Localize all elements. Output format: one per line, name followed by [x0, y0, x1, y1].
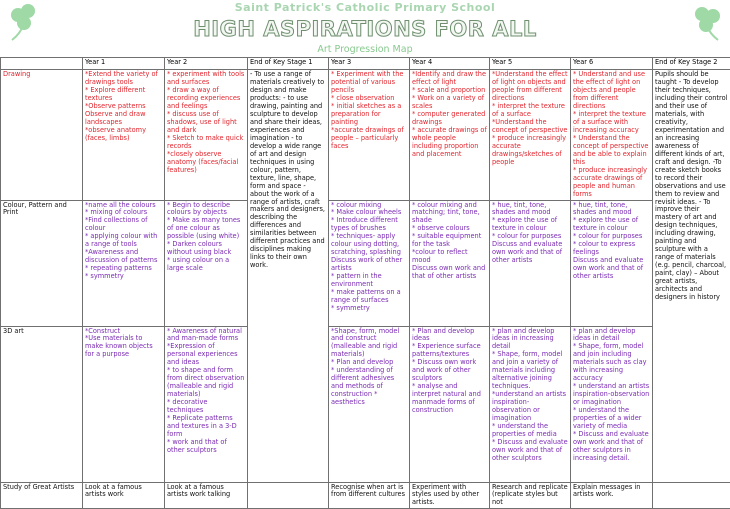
table-cell: * Plan and develop ideas * Experience surface patterns/textures * Discuss own work and work of other sculptors * analyse and interpret natural and manmade forms of construction: [410, 326, 490, 482]
column-header: Year 4: [410, 58, 490, 70]
table-cell: * plan and develop ideas in detail * Shape, form, model and join including materials such as clay with increasing accuracy * understand an artists inspiration-observation or imagination * understand the properties of a wider variety of media * Discuss and evaluate own work and that of other sculptors in increasing detail.: [571, 326, 653, 482]
table-cell: *Shape, form, model and construct (malleable and rigid materials) * Plan and develop * understanding of different adhesives and methods of construction * aesthetics: [329, 326, 410, 482]
column-header: End of Key Stage 2: [653, 58, 730, 70]
table-cell: Research and replicate (replicate styles but not: [490, 482, 571, 509]
table-cell: Recognise when art is from different cultures: [329, 482, 410, 509]
table-cell: [653, 482, 730, 509]
progression-table: [0, 57, 730, 509]
table-cell: * hue, tint, tone, shades and mood * explore the use of texture in colour * colour for purposes * colour to express feelings Discuss and evaluate own work and that of other artists: [571, 200, 653, 326]
shamrock-icon: [682, 2, 730, 42]
table-cell: *Understand the effect of light on objects and people from different directions * interpret the texture of a surface *Understand the concept of perspective * produce increasingly accurate drawings/sketches of people: [490, 70, 571, 201]
column-header: Year 5: [490, 58, 571, 70]
school-name: Saint Patrick's Catholic Primary School: [0, 1, 730, 14]
table-row-great-artists: [1, 482, 730, 509]
table-cell: Experiment with styles used by other artists.: [410, 482, 490, 509]
table-row-3d-art: [1, 326, 730, 482]
table-row-colour: [1, 200, 730, 326]
table-cell: Look at a famous artists work: [83, 482, 165, 509]
motto-banner: HIGH ASPIRATIONS FOR ALL: [0, 17, 730, 41]
page-title: Art Progression Map: [0, 44, 730, 55]
row-label: 3D art: [1, 326, 83, 482]
table-cell: * experiment with tools and surfaces * draw a way of recording experiences and feelings * discuss use of shadows, use of light and dark * Sketch to make quick records *closely observe anatomy (faces/facial features): [165, 70, 248, 201]
column-header: Year 1: [83, 58, 165, 70]
column-header: End of Key Stage 1: [248, 58, 329, 70]
table-cell: * Awareness of natural and man-made forms *Expression of personal experiences and ideas * to shape and form from direct observation (malleable and rigid materials) * decorative techniques * Replicate patterns and textures in a 3-D form * work and that of other sculptors: [165, 326, 248, 482]
table-cell: * Begin to describe colours by objects * Make as many tones of one colour as possible (using white) * Darken colours without using black * using colour on a large scale: [165, 200, 248, 326]
table-cell: * colour mixing * Make colour wheels * Introduce different types of brushes * techniques- apply colour using dotting, scratching, splashing Discuss work of other artists * pattern in the environment * make patterns on a range of surfaces * symmetry: [329, 200, 410, 326]
column-header: Year 2: [165, 58, 248, 70]
table-cell: [248, 482, 329, 509]
table-cell: - To use a range of materials creatively to design and make products: - to use drawing, painting and sculpture to develop and share their ideas, experiences and imagination - to develop a wide range of art and design techniques in using colour, pattern, texture, line, shape, form and space - about the work of a range of artists, craft makers and designers, describing the differences and similarities between different practices and disciplines making links to their own work.: [248, 70, 329, 483]
table-cell: Look at a famous artists work talking: [165, 482, 248, 509]
table-cell: *Identify and draw the effect of light * scale and proportion * Work on a variety of scales * computer generated drawings * accurate drawings of whole people including proportion and placement: [410, 70, 490, 201]
table-cell: * plan and develop ideas in increasing detail * Shape, form, model and join a variety of materials including alternative joining techniques. *understand an artists inspiration-observation or imagination * understand the properties of media * Discuss and evaluate own work and that of other sculptors: [490, 326, 571, 482]
column-header: [1, 58, 83, 70]
table-cell: *Construct *Use materials to make known objects for a purpose: [83, 326, 165, 482]
table-cell: Pupils should be taught - To develop their techniques, including their control and their use of materials, with creativity, experimentation and an increasing awareness of different kinds of art, craft and design. -To create sketch books to record their observations and use them to review and revisit ideas. - To improve their mastery of art and design techniques, including drawing, painting and sculpture with a range of materials (e.g. pencil, charcoal, paint, clay) – About great artists, architects and designers in history: [653, 70, 730, 483]
table-cell: * Understand and use the effect of light on objects and people from different directions * interpret the texture of a surface with increasing accuracy * Understand the concept of perspective and be able to explain this * produce increasingly accurate drawings of people and human forms: [571, 70, 653, 201]
table-cell: *name all the colours * mixing of colours *Find collections of colour * applying colour with a range of tools *Awareness and discussion of patterns * repeating patterns * symmetry: [83, 200, 165, 326]
table-cell: * colour mixing and matching; tint, tone, shade * observe colours * suitable equipment for the task *colour to reflect mood Discuss own work and that of other artists: [410, 200, 490, 326]
table-cell: Explain messages in artists work.: [571, 482, 653, 509]
column-header: Year 3: [329, 58, 410, 70]
page-header: [0, 0, 730, 58]
header-row: [1, 58, 730, 70]
table-cell: * Experiment with the potential of various pencils * close observation * initial sketches as a preparation for painting *accurate drawings of people – particularly faces: [329, 70, 410, 201]
table-cell: *Extend the variety of drawings tools * Explore different textures *Observe patterns Observe and draw landscapes *observe anatomy (faces, limbs): [83, 70, 165, 201]
row-label: Study of Great Artists: [1, 482, 83, 509]
table-row-drawing: [1, 70, 730, 201]
column-header: Year 6: [571, 58, 653, 70]
table-cell: * hue, tint, tone, shades and mood * explore the use of texture in colour * colour for purposes Discuss and evaluate own work and that of other artists: [490, 200, 571, 326]
row-label: Drawing: [1, 70, 83, 201]
row-label: Colour, Pattern and Print: [1, 200, 83, 326]
